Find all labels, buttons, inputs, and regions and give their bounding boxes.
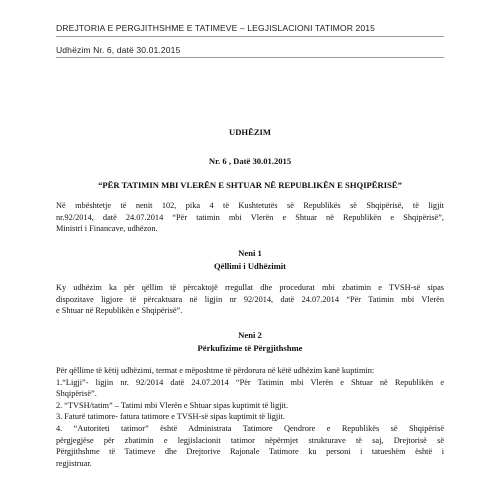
definition-line: 2. “TVSH/tatim” – Tatimi mbi Vlerën e Shtuar sipas kuptimit të ligjit. [56,400,289,410]
article-1-line: dispozitave ligjore të përcaktuara në ligjin nr 92/2014, datë 24.07.2014 “Për Tatimin mbi Vlerën [56,294,444,304]
header-divider [56,36,444,37]
preamble-line: Në mbështetje të nenit 102, pika 4 të Kushtetutës së Republikës së Shqipërisë, të ligjit [56,201,444,210]
preamble-paragraph [56,200,444,235]
article-2-title: Përkufizime të Përgjithshme [197,343,303,353]
preamble-line: nr.92/2014, datë 24.07.2014 “Për tatimin mbi Vlerën e Shtuar në Republikën e Shqipërisë”, [56,212,444,222]
definition-line: 1.“Ligji”- ligjin nr. 92/2014 datë 24.07.2014 “Për Tatimin mbi Vlerën e Shtuar në Republikën e [56,377,444,387]
definition-line: regjistruar. [56,458,92,468]
running-header-subtitle: Udhëzim Nr. 6, datë 30.01.2015 [56,45,181,55]
definition-line: 4. “Autoriteti tatimor” është Administrata Tatimore Qendrore e Republikës së Shqipërisë [56,423,444,433]
document-subject: “PËR TATIMIN MBI VLERËN E SHTUAR NË REPUBLIKËN E SHQIPËRISË” [98,180,402,190]
document-title: UDHËZIM [228,127,272,137]
preamble-line: Ministri i Financave, udhëzon. [56,224,158,234]
article-1-line: e Shtuar në Republikën e Shqipërisë”. [56,306,183,316]
article-2-number: Neni 2 [238,330,262,340]
article-2-paragraph [56,365,444,469]
article-1-paragraph [56,282,444,317]
article-1-number: Neni 1 [238,248,262,258]
article-2-intro: Për qëllime të këtij udhëzimi, termat e mëposhtme të përdorura në këtë udhëzim kanë kuptimin: [56,366,375,375]
definition-line: përgjegjëse për zbatimin e legjislacionit tatimor nëpërmjet strukturave të saj, Drejtorisë së [56,435,444,445]
running-header-title: DREJTORIA E PERGJITHSHME E TATIMEVE – LEGJISLACIONI TATIMOR 2015 [56,23,376,33]
article-1-title: Qëllimi i Udhëzimit [213,261,287,271]
document-number: Nr. 6 , Datë 30.01.2015 [208,156,292,166]
definition-line: 3. Faturë tatimore- fatura tatimore e TVSH-së sipas kuptimit të ligjit. [56,412,285,422]
definition-line: Përgjithshme të Tatimeve dhe Drejtorive Rajonale Tatimore ku personi i tatueshëm është i [56,447,444,457]
article-1-line: Ky udhëzim ka për qëllim të përcaktojë rregullat dhe procedurat mbi zbatimin e TVSH-së sipas [56,283,444,292]
header-divider [56,57,444,58]
definition-line: Shqipërisë”. [56,389,97,399]
